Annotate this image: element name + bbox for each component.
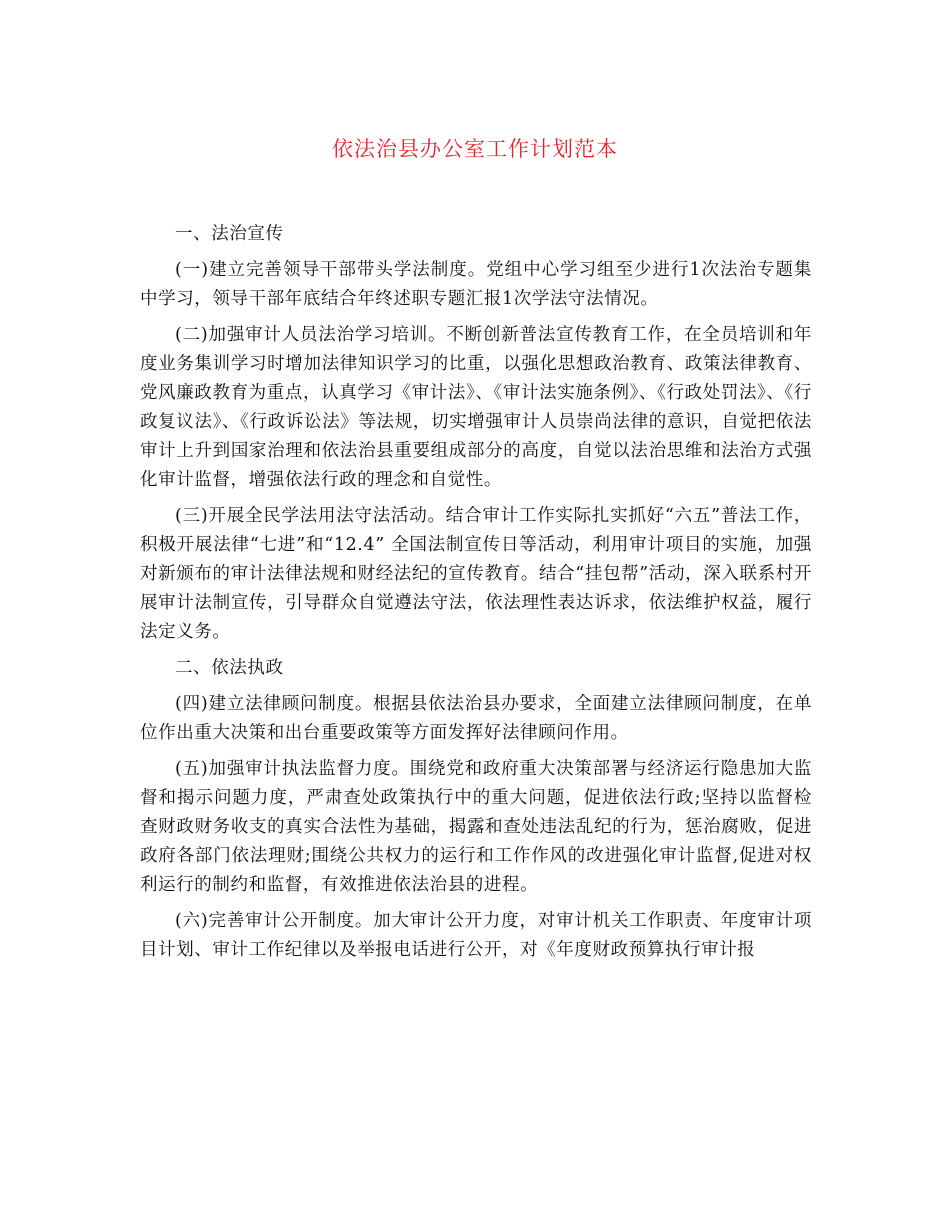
section-legal-publicity bbox=[140, 220, 812, 647]
paragraph: (四)建立法律顾问制度。根据县依法治县办要求，全面建立法律顾问制度，在单位作出重大决策和出台重要政策等方面发挥好法律顾问作用。 bbox=[140, 694, 812, 743]
paragraph: (六)完善审计公开制度。加大审计公开力度，对审计机关工作职责、年度审计项目计划、审计工作纪律以及举报电话进行公开，对《年度财政预算执行审计报 bbox=[140, 911, 812, 960]
paragraph: (二)加强审计人员法治学习培训。不断创新普法宣传教育工作，在全员培训和年度业务集训学习时增加法律知识学习的比重，以强化思想政治教育、政策法律教育、党风廉政教育为重点，认真学习《审计法》、《审计法实施条例》、《行政处罚法》、《行政复议法》、《行政诉讼法》等法规，切实增强审计人员崇尚法律的意识，自觉把依法审计上升到国家治理和依法治县重要组成部分的高度，自觉以法治思维和法治方式强化审计监督，增强依法行政的理念和自觉性。 bbox=[140, 325, 812, 490]
document-body bbox=[140, 220, 812, 972]
section-heading: 二、依法执政 bbox=[175, 658, 284, 678]
section-governance bbox=[140, 654, 812, 965]
paragraph: (三)开展全民学法用法守法活动。结合审计工作实际扎实抓好“六五”普法工作，积极开展法律“七进”和“12.4” 全国法制宣传日等活动，利用审计项目的实施，加强对新颁布的审计法律法规和财经法纪的宣传教育。结合“挂包帮”活动，深入联系村开展审计法制宣传，引导群众自觉遵法守法，依法理性表达诉求，依法维护权益，履行法定义务。 bbox=[140, 506, 812, 642]
paragraph: (一)建立完善领导干部带头学法制度。党组中心学习组至少进行1次法治专题集中学习，领导干部年底结合年终述职专题汇报1次学法守法情况。 bbox=[140, 260, 812, 309]
section-heading: 一、法治宣传 bbox=[175, 224, 284, 244]
paragraph: (五)加强审计执法监督力度。围绕党和政府重大决策部署与经济运行隐患加大监督和揭示问题力度，严肃查处政策执行中的重大问题，促进依法行政;坚持以监督检查财政财务收支的真实合法性为基础，揭露和查处违法乱纪的行为，惩治腐败，促进政府各部门依法理财;围绕公共权力的运行和工作作风的改进强化审计监督,促进对权利运行的制约和监督，有效推进依法治县的进程。 bbox=[140, 759, 812, 895]
document-title: 依法治县办公室工作计划范本 bbox=[332, 137, 618, 161]
